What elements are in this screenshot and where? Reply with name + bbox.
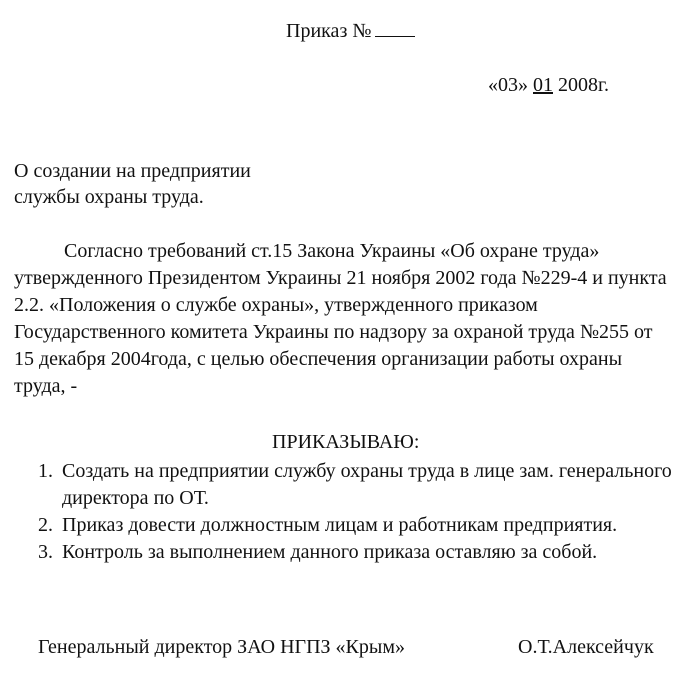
item-text: Создать на предприятии службу охраны труда в лице зам. генерального: [62, 460, 672, 482]
date-year: 2008г.: [558, 74, 609, 96]
item-number: 2.: [38, 514, 53, 536]
list-item: [38, 512, 617, 538]
list-item-continuation: директора по ОТ.: [62, 487, 209, 509]
preamble-line-1: Согласно требований ст.15 Закона Украины «Об охране труда»: [64, 240, 600, 262]
preamble-line-4: Государственного комитета Украины по надзору за охраной труда №255 от: [14, 321, 653, 343]
subject-line-2: службы охраны труда.: [14, 186, 204, 208]
order-date: [488, 74, 609, 97]
preamble-line-3: 2.2. «Положения о службе охраны», утвержденного приказом: [14, 294, 538, 316]
order-label: Приказ №: [286, 20, 372, 42]
preamble-line-6: труда, -: [14, 375, 78, 397]
item-number: 1.: [38, 460, 53, 482]
list-item: [38, 458, 672, 484]
order-number-blank: [375, 18, 415, 37]
preamble-line-2: утвержденного Президентом Украины 21 ноября 2002 года №229-4 и пункта: [14, 267, 667, 289]
item-number: 3.: [38, 541, 53, 563]
order-heading: ПРИКАЗЫВАЮ:: [272, 431, 420, 453]
signature-position: Генеральный директор ЗАО НГПЗ «Крым»: [38, 636, 405, 658]
item-text: Приказ довести должностным лицам и работникам предприятия.: [62, 514, 618, 536]
date-day: «03»: [488, 74, 528, 96]
item-text: Контроль за выполнением данного приказа оставляю за собой.: [62, 541, 598, 563]
preamble-line-5: 15 декабря 2004года, с целью обеспечения организации работы охраны: [14, 348, 623, 370]
order-title: [286, 18, 415, 43]
signature-name: О.Т.Алексейчук: [518, 636, 654, 658]
subject-line-1: О создании на предприятии: [14, 160, 251, 182]
list-item: [38, 539, 597, 565]
date-month: 01: [533, 74, 553, 96]
